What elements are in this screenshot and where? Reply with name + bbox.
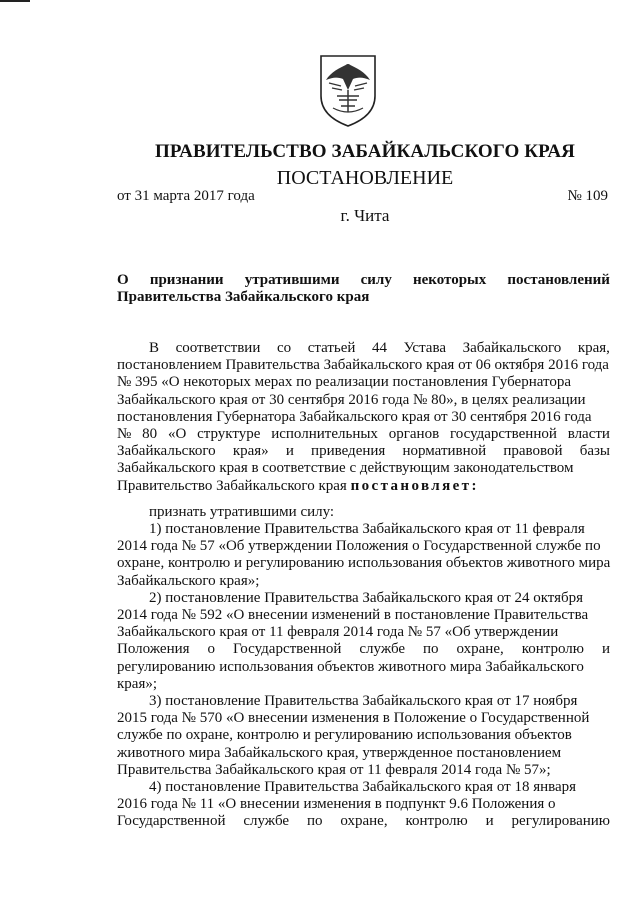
word: о bbox=[207, 641, 215, 658]
item-line: 2014 года № 592 «О внесении изменений в постановление Правительства bbox=[117, 607, 589, 624]
document-heading bbox=[117, 272, 610, 306]
word: по bbox=[306, 813, 323, 830]
item-line: 2014 года № 57 «Об утверждении Положения о Государственной службе по bbox=[117, 538, 601, 555]
item-line: края»; bbox=[117, 675, 158, 692]
resolution-intro: признать утратившими силу: bbox=[149, 503, 335, 520]
heading-word: утратившими bbox=[244, 272, 340, 288]
word: 80 bbox=[142, 426, 158, 443]
scan-corner-mark bbox=[0, 0, 30, 2]
text-fragment: Правительство Забайкальского края bbox=[117, 477, 347, 494]
word: и bbox=[285, 443, 294, 460]
text-line: Забайкальского края в соответствие с действующим законодательством bbox=[117, 460, 574, 477]
text-line: Забайкальского края от 30 сентября 2016 года № 80», в целях реализации bbox=[117, 391, 586, 408]
word: Забайкальского bbox=[117, 443, 216, 460]
heading-word: некоторых bbox=[412, 272, 487, 288]
item-line: Забайкальского края от 11 февраля 2014 года № 57 «Об утверждении bbox=[117, 624, 559, 641]
document-city: г. Чита bbox=[340, 206, 390, 225]
text-line: постановления Губернатора Забайкальского края от 30 сентября 2016 года bbox=[117, 408, 592, 425]
word: государственной bbox=[449, 426, 557, 443]
text-line: постановлением Правительства Забайкальского края от 06 октября 2016 года bbox=[117, 357, 609, 374]
item-line: 2) постановление Правительства Забайкальского края от 24 октября bbox=[149, 589, 584, 606]
item-line: Правительства Забайкальского края от 11 февраля 2014 года № 57»; bbox=[117, 761, 551, 778]
word: структуре bbox=[197, 426, 261, 443]
word: Государственной bbox=[232, 641, 342, 658]
heading-word: постановлений bbox=[507, 272, 610, 288]
word: исполнительных bbox=[271, 426, 378, 443]
word: службе bbox=[359, 641, 406, 658]
item-line: 1) постановление Правительства Забайкальского края от 11 февраля bbox=[149, 521, 585, 538]
word: приведения bbox=[311, 443, 386, 460]
document-number: № 109 bbox=[567, 188, 608, 204]
word: контролю bbox=[405, 813, 468, 830]
word: Устава bbox=[403, 340, 447, 356]
word: охране, bbox=[340, 813, 388, 830]
item-line bbox=[117, 813, 610, 830]
heading-word: О bbox=[117, 272, 129, 288]
word: регулированию bbox=[511, 813, 610, 830]
word: контролю bbox=[521, 641, 584, 658]
document-body bbox=[117, 340, 610, 831]
word: статьей bbox=[307, 340, 356, 356]
word: Забайкальского bbox=[462, 340, 562, 356]
item-line: службе по охране, контролю и регулированию использования объектов bbox=[117, 727, 572, 744]
word: правовой bbox=[503, 443, 563, 460]
coat-of-arms-icon bbox=[317, 50, 379, 128]
item-line: охране, контролю и регулированию использования объектов животного мира bbox=[117, 555, 611, 572]
word: органов bbox=[388, 426, 440, 443]
word: власти bbox=[567, 426, 610, 443]
document-date: от 31 марта 2017 года bbox=[117, 188, 255, 204]
word: базы bbox=[579, 443, 610, 460]
word: службе bbox=[243, 813, 290, 830]
text-line bbox=[117, 426, 610, 443]
text-line bbox=[117, 478, 610, 495]
heading-word: признании bbox=[149, 272, 224, 288]
word: Положения bbox=[117, 641, 190, 658]
item-line: 2015 года № 570 «О внесении изменения в Положение о Государственной bbox=[117, 710, 590, 727]
document-type: ПОСТАНОВЛЕНИЕ bbox=[276, 167, 454, 189]
item-line: 4) постановление Правительства Забайкальского края от 18 января bbox=[149, 779, 577, 796]
text-line: № 395 «О некоторых мерах по реализации постановления Губернатора bbox=[117, 374, 572, 391]
word: и bbox=[601, 641, 610, 658]
word: охране, bbox=[456, 641, 504, 658]
word: нормативной bbox=[402, 443, 487, 460]
item-line: 2016 года № 11 «О внесении изменения в подпункт 9.6 Положения о bbox=[117, 796, 556, 813]
word: «О bbox=[167, 426, 187, 443]
word: Государственной bbox=[117, 813, 226, 830]
text-line bbox=[117, 443, 610, 460]
item-line: регулированию использования объектов животного мира Забайкальского bbox=[117, 658, 584, 675]
word: по bbox=[423, 641, 439, 658]
word: и bbox=[485, 813, 494, 830]
item-line: 3) постановление Правительства Забайкальского края от 17 ноября bbox=[149, 693, 578, 710]
heading-line: Правительства Забайкальского края bbox=[117, 289, 370, 305]
heading-word: силу bbox=[360, 272, 392, 288]
word: № bbox=[117, 426, 132, 443]
item-line bbox=[117, 641, 610, 658]
government-title: ПРАВИТЕЛЬСТВО ЗАБАЙКАЛЬСКОГО КРАЯ bbox=[154, 141, 575, 162]
word: соответствии bbox=[175, 340, 261, 356]
word: со bbox=[276, 340, 292, 356]
word: края, bbox=[577, 340, 610, 356]
word: В bbox=[149, 340, 160, 356]
word: 44 bbox=[372, 340, 388, 356]
item-line: животного мира Забайкальского края, утвержденное постановлением bbox=[117, 744, 562, 761]
decree-word: постановляет: bbox=[350, 477, 479, 494]
item-line: Забайкальского края»; bbox=[117, 572, 260, 589]
word: края» bbox=[232, 443, 269, 460]
text-line bbox=[117, 340, 610, 357]
